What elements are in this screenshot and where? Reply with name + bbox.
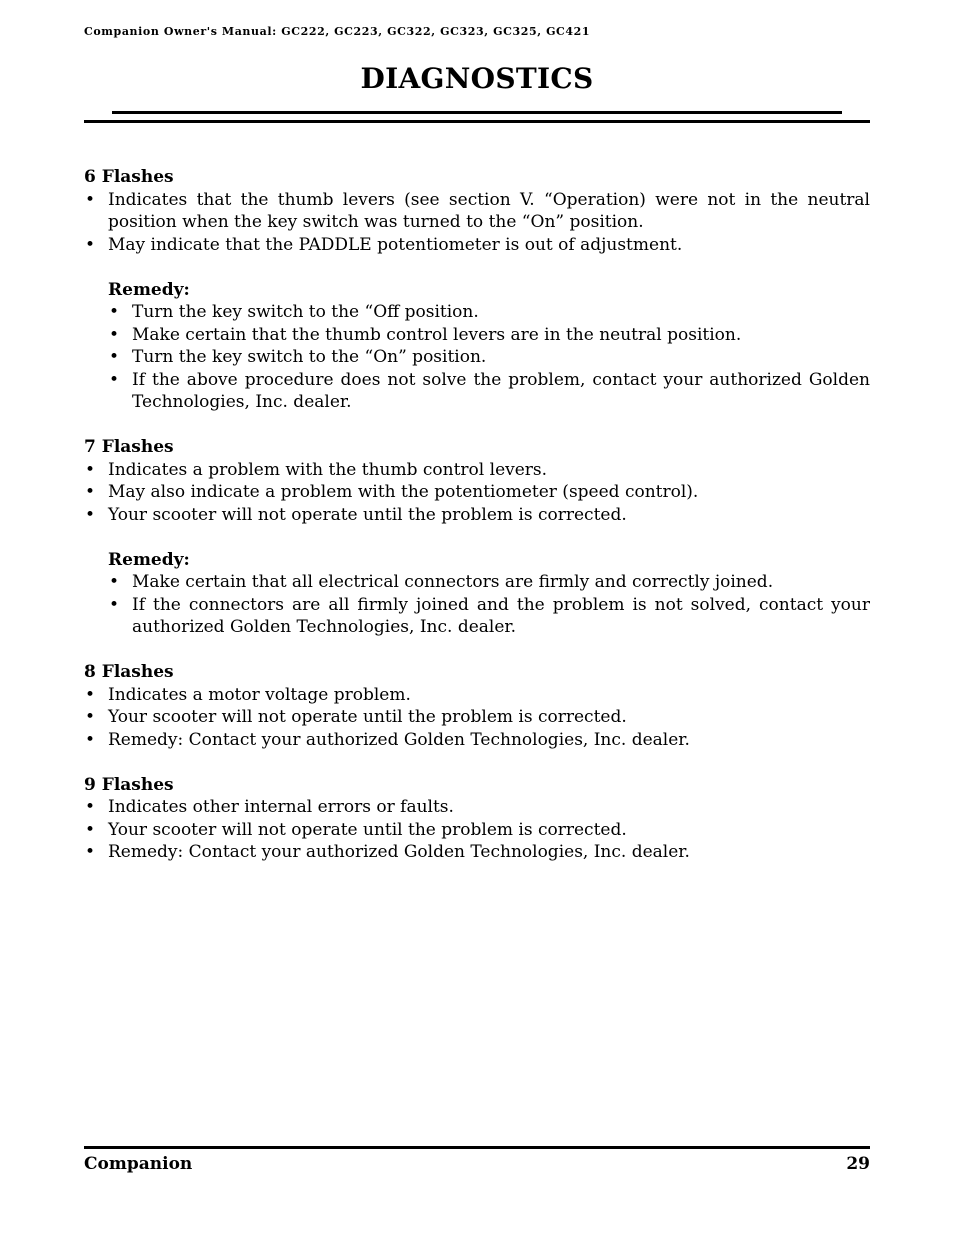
list-item: • If the above procedure does not solve the problem, contact your authorized Golden Technologies, Inc. dealer. (108, 369, 870, 414)
list-item: • Your scooter will not operate until the problem is corrected. (84, 706, 870, 729)
title-rule-upper (112, 111, 842, 114)
list-item: • Remedy: Contact your authorized Golden Technologies, Inc. dealer. (84, 729, 870, 752)
page-number: 29 (846, 1154, 870, 1174)
remedy-list (108, 571, 870, 639)
bullet-list (84, 796, 870, 864)
remedy-block (84, 279, 870, 414)
list-item: • Indicates a motor voltage problem. (84, 684, 870, 707)
remedy-block (84, 549, 870, 639)
running-head: Companion Owner's Manual: GC222, GC223, GC322, GC323, GC325, GC421 (84, 25, 591, 38)
list-item: • Indicates that the thumb levers (see section V. “Operation) were not in the neutral position when the key switch was turned to the “On” position. (84, 189, 870, 234)
section-9-flashes (84, 774, 870, 864)
footer-rule (84, 1146, 870, 1149)
remedy-heading: Remedy: (108, 279, 190, 300)
section-8-flashes (84, 661, 870, 751)
remedy-list (108, 301, 870, 414)
section-heading: 8 Flashes (84, 662, 174, 682)
diagnostics-content (84, 166, 870, 886)
list-item: • Your scooter will not operate until the problem is corrected. (84, 504, 870, 527)
list-item: • May indicate that the PADDLE potentiometer is out of adjustment. (84, 234, 870, 257)
title-rule-lower (84, 120, 870, 123)
section-heading: 6 Flashes (84, 167, 174, 187)
list-item: • Make certain that all electrical connectors are firmly and correctly joined. (108, 571, 870, 594)
section-heading: 9 Flashes (84, 774, 174, 795)
bullet-list (84, 189, 870, 257)
section-7-flashes (84, 436, 870, 639)
list-item: • Your scooter will not operate until the problem is corrected. (84, 819, 870, 842)
section-heading: 7 Flashes (84, 437, 174, 457)
bullet-list (84, 459, 870, 527)
list-item: • Remedy: Contact your authorized Golden Technologies, Inc. dealer. (84, 841, 870, 864)
list-item: • Turn the key switch to the “Off position. (108, 301, 870, 324)
page-title: DIAGNOSTICS (360, 62, 594, 95)
list-item: • If the connectors are all firmly joined and the problem is not solved, contact your authorized Golden Technologies, Inc. dealer. (108, 594, 870, 639)
list-item: • May also indicate a problem with the potentiometer (speed control). (84, 481, 870, 504)
list-item: • Make certain that the thumb control levers are in the neutral position. (108, 324, 870, 347)
list-item: • Indicates other internal errors or faults. (84, 796, 870, 819)
footer-title: Companion (84, 1154, 193, 1174)
list-item: • Indicates a problem with the thumb control levers. (84, 459, 870, 482)
list-item: • Turn the key switch to the “On” position. (108, 346, 870, 369)
remedy-heading: Remedy: (108, 549, 190, 570)
section-6-flashes (84, 166, 870, 414)
bullet-list (84, 684, 870, 752)
